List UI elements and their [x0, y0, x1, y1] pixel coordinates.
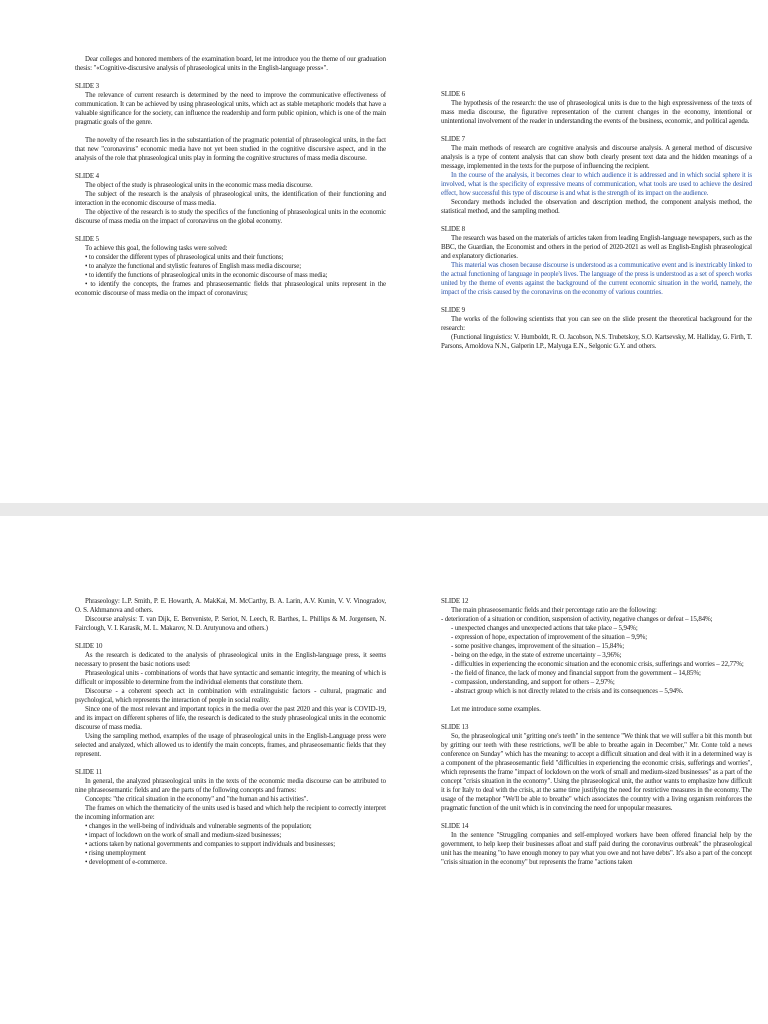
slide-heading: SLIDE 4	[75, 173, 99, 180]
slide-heading: SLIDE 9	[441, 307, 465, 314]
paragraph: The hypothesis of the research: the use of phraseological units is due to the high expressiveness of the texts of mass media discourse, the figurative representation of the current changes in the economy, intentional or unintentional involvement of the reader in understanding the events of the business, economic, and political agenda.	[441, 100, 752, 125]
paragraph: The novelty of the research lies in the substantiation of the pragmatic potential of phraseological units, in the fact that new "coronavirus" economic media have not yet been studied in the cognitive discursive aspect, and in the analysis of the role that phraseological units play in forming the cognitive structures of mass media discourse.	[75, 137, 386, 162]
paragraph: • rising unemployment	[85, 850, 146, 857]
paragraph: • changes in the well-being of individuals and vulnerable segments of the population;	[85, 823, 312, 830]
paragraph: As the research is dedicated to the analysis of phraseological units in the English-language press, it seems necessary to present the basic notions used:	[75, 652, 386, 668]
paragraph: • development of e-commerce.	[85, 859, 167, 866]
slide-heading: SLIDE 8	[441, 226, 465, 233]
slide-heading: SLIDE 7	[441, 136, 465, 143]
paragraph: So, the phraseological unit "gritting one's teeth" in the sentence "We think that we will suffer a bit this month but by gritting our teeth with these restrictions, we'll be able to breathe again in December," Mr. Conte told a news conference on Sunday" which has the meaning: to accept a difficult situation and deal with it in a determined way is a component of the phraseosemantic field "difficulties in experiencing the economic crisis, sufferings and worries", which represents the frame "impact of lockdown on the work of small and medium-sized businesses" as a part of the concept "crisis situation in the economy". Using the phraseological unit, the author wants to emphasize how difficult it is for Italy to deal with the crisis, at the same time justifying the need for restrictive measures in the economy. The usage of the metaphor "We'll be able to breathe" which associates the country with a living organism reinforces the pragmatic function of the unit which is in convincing the need for unpopular measures.	[441, 733, 752, 812]
slide-heading: SLIDE 11	[75, 769, 103, 776]
paragraph: • to identify the functions of phraseological units in the economic discourse of mass media;	[85, 272, 328, 279]
paragraph: The object of the study is phraseological units in the economic mass media discourse.	[85, 182, 313, 189]
paragraph: Discourse - a coherent speech act in combination with extralinguistic factors - cultural, pragmatic and psychological, which represents the interaction of people in social reality.	[75, 688, 386, 704]
paragraph: - the field of finance, the lack of money and financial support from the government – 14,85%;	[451, 670, 701, 677]
paragraph: The main phraseosemantic fields and their percentage ratio are the following:	[451, 607, 657, 614]
paragraph: - compassion, understanding, and support for others – 2,97%;	[451, 679, 615, 686]
slide-heading: SLIDE 14	[441, 823, 469, 830]
paragraph: The relevance of current research is determined by the need to improve the communicative effectiveness of communication. It can be achieved by using phraseological units, which act as stable metaphoric models that have a valuable significance for the society, can influence the readership and form public opinion, which is one of the main pragmatic goals of the genre.	[75, 92, 386, 126]
slide-heading: SLIDE 13	[441, 724, 469, 731]
page-2	[0, 516, 768, 1024]
paragraph: - abstract group which is not directly related to the crisis and its consequences – 5,94%.	[451, 688, 684, 695]
paragraph: The subject of the research is the analysis of phraseological units, the identification of their functioning and interaction in the economic discourse of mass media.	[75, 191, 386, 207]
paragraph: - expression of hope, expectation of improvement of the situation – 9,9%;	[451, 634, 648, 641]
paragraph: In the course of the analysis, it becomes clear to which audience it is addressed and in which social sphere it is involved, what is the specificity of expressive means of communication, what tools are used to achieve the desired effect, how successful this type of discourse is and what is the strength of its impact on the audience.	[441, 172, 752, 197]
slide-heading: SLIDE 6	[441, 91, 465, 98]
page-1-left-column	[75, 55, 386, 298]
page-1-right-column	[441, 90, 752, 351]
paragraph: - some positive changes, improvement of the situation – 15,84%;	[451, 643, 625, 650]
slide-heading: SLIDE 12	[441, 598, 469, 605]
paragraph: The research was based on the materials of articles taken from leading English-language newspapers, such as the BBC, the Guardian, the Economist and others in the period of 2020-2021 as well as English-English phraseological and explanatory dictionaries.	[441, 235, 752, 260]
paragraph: Concepts: "the critical situation in the economy" and "the human and his activities".	[85, 796, 309, 803]
paragraph: Discourse analysis: T. van Dijk, E. Benveniste, P. Seriot, N. Leech, R. Barthes, L. Phillips & M. Jorgensen, N. Fairclough, V. I. Karasik, M. L. Makarov, N. D. Arutyunova and others.)	[75, 616, 386, 632]
paragraph: In the sentence "Struggling companies and self-employed workers have been offered financial help by the government, to help keep their businesses afloat and staff paid during the coronavirus outbreak" the phraseological unit has the meaning "to have enough money to pay what you owe and not have debts". It's also a part of the concept "crisis situation in the economy" but represents the frame "actions taken	[441, 832, 752, 866]
paragraph: - being on the edge, in the state of extreme uncertainty – 3,96%;	[451, 652, 622, 659]
paragraph: • to consider the different types of phraseological units and their functions;	[85, 254, 284, 261]
paragraph: Secondary methods included the observation and description method, the component analysis method, the statistical method, and the sampling method.	[441, 199, 752, 215]
paragraph: This material was chosen because discourse is understood as a communicative event and is inextricably linked to the actual functioning of language in people's lives. The language of the press is understood as a set of speech works united by the theme of events against the background of the current economic situation in the world, namely, the impact of the crisis caused by the coronavirus on the economy of various countries.	[441, 262, 752, 296]
paragraph: • to analyze the functional and stylistic features of English mass media discourse;	[85, 263, 302, 270]
paragraph: - difficulties in experiencing the economic situation and the economic crisis, sufferings and worries – 22,77%;	[451, 661, 744, 668]
slide-heading: SLIDE 3	[75, 83, 99, 90]
page-2-left-column	[75, 597, 386, 867]
paragraph: In general, the analyzed phraseological units in the texts of the economic media discourse can be attributed to nine phraseosemantic fields and are the parts of the following concepts and frames:	[75, 778, 386, 794]
slide-heading: SLIDE 5	[75, 236, 99, 243]
page-2-right-column	[441, 597, 752, 867]
paragraph: Dear colleges and honored members of the examination board, let me introduce you the theme of our graduation thesis: "«Cognitive-discursive analysis of phraseological units in the English-language press»".	[75, 56, 386, 72]
paragraph: Phraseology: L.P. Smith, P. E. Howarth, A. MakKai, M. McCarthy, B. A. Larin, A.V. Kunin, V. V. Vinogradov, O. S. Akhmanova and others.	[75, 598, 386, 614]
paragraph: - unexpected changes and unexpected actions that take place – 5,94%;	[451, 625, 638, 632]
paragraph: Since one of the most relevant and important topics in the media over the past 2020 and this year is COVID-19, and its impact on different spheres of life, the research is dedicated to the study phraseological units in the economic discourse of mass media.	[75, 706, 386, 731]
paragraph: (Functional linguistics: V. Humboldt, R. O. Jacobson, N.S. Trubetskoy, S.O. Kartsevsky, M. Halliday, G. Firth, T. Parsons, Arnoldova N.N., Galperin I.P., Malyuga E.N., Selgonic G.Y. and others.	[441, 334, 752, 350]
slide-heading: SLIDE 10	[75, 643, 103, 650]
paragraph: To achieve this goal, the following tasks were solved:	[85, 245, 228, 252]
paragraph: - deterioration of a situation or condition, suspension of activity, negative changes or defeat – 15,84%;	[441, 616, 713, 623]
paragraph: The objective of the research is to study the specifics of the functioning of phraseological units in the economic discourse of mass media on the impact of coronavirus on the global economy.	[75, 209, 386, 225]
paragraph: • impact of lockdown on the work of small and medium-sized businesses;	[85, 832, 282, 839]
page-1	[0, 0, 768, 503]
paragraph: • to identify the concepts, the frames and phraseosemantic fields that phraseological units represent in the economic discourse of mass media on the impact of coronavirus;	[75, 281, 386, 297]
paragraph: The main methods of research are cognitive analysis and discourse analysis. A general method of discursive analysis is a type of content analysis that can show both clearly present text data and the hidden meanings of a message, implemented in the texts for the purpose of influencing the recipient.	[441, 145, 752, 170]
paragraph: • actions taken by national governments and companies to support individuals and businesses;	[85, 841, 336, 848]
paragraph: Using the sampling method, examples of the usage of phraseological units in the English-Language press were selected and analyzed, which allowed us to identify the main concepts, frames, and phraseosemantic fields that they represent.	[75, 733, 386, 758]
paragraph: The works of the following scientists that you can see on the slide present the theoretical background for the research:	[441, 316, 752, 332]
paragraph: Phraseological units - combinations of words that have syntactic and semantic integrity, the meaning of which is difficult or impossible to determine from the individual elements that constitute them.	[75, 670, 386, 686]
paragraph: The frames on which the thematicity of the units used is based and which help the recipient to correctly interpret the incoming information are:	[75, 805, 386, 821]
paragraph: Let me introduce some examples.	[451, 706, 541, 713]
